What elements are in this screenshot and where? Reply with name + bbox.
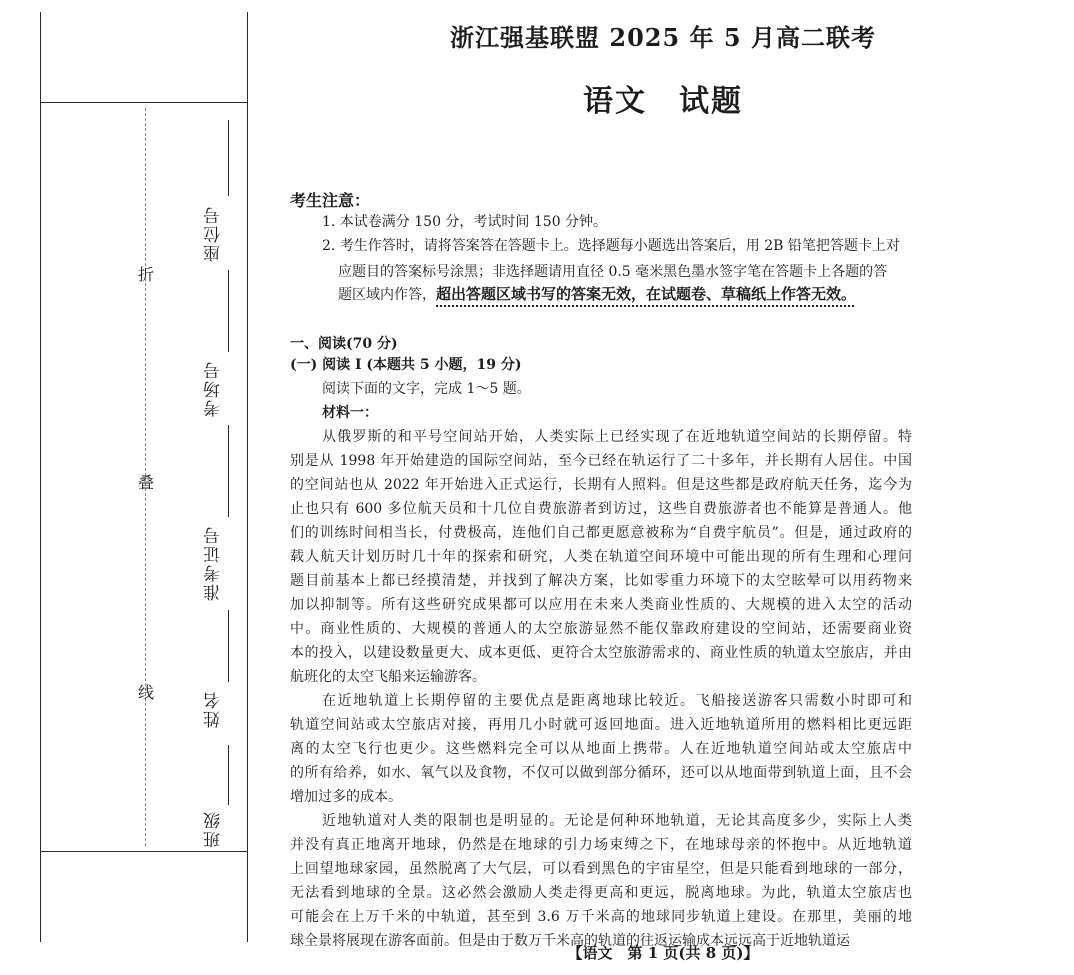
passage-line: 止也只有 600 多位航天员和十几位自费旅游者到访过，这些自费旅游者也不能算是普通人。他 — [290, 501, 912, 517]
margin-outer-line — [40, 12, 41, 942]
passage-line: 在近地轨道上长期停留的主要优点是距离地球比较近。飞船接送游客只需数小时即可和 — [322, 693, 912, 709]
seat-number-blank[interactable] — [228, 120, 229, 196]
fold-mark-zhe: 折 — [137, 265, 154, 284]
passage-line: 近地轨道对人类的限制也是明显的。无论是何种环地轨道，无论其高度多少，实际上人类 — [322, 813, 912, 829]
fold-mark-die: 叠 — [137, 473, 154, 492]
admission-number-blank[interactable] — [228, 425, 229, 517]
notice-emphasis: 超出答题区域书写的答案无效，在试题卷、草稿纸上作答无效。 — [436, 285, 857, 303]
passage-line: 中。商业性质的、大规模的普通人的太空旅游显然不能仅靠政府建设的空间站，还需要商业资 — [290, 621, 912, 637]
section-heading: 一、阅读(70 分) — [290, 336, 398, 352]
seat-number-label: 座位号 — [204, 205, 224, 262]
passage-line: 航班化的太空飞船来运输游客。 — [290, 669, 486, 685]
subject-title: 语文 试题 — [583, 84, 743, 119]
passage-line: 球全景将展现在游客面前。但是由于数万千米高的轨道的往返运输成本远远高于近地轨道运 — [290, 933, 850, 949]
fold-mark-xian: 线 — [137, 683, 154, 702]
margin-top-rule — [40, 102, 248, 103]
reading-subheading: (一) 阅读 Ⅰ (本题共 5 小题，19 分) — [290, 357, 522, 373]
page-footer: 【语文 第 1 页(共 8 页)】 — [567, 944, 759, 962]
name-blank[interactable] — [228, 610, 229, 682]
material-label: 材料一： — [322, 405, 378, 421]
passage-line: 载人航天计划历时几十年的探索和研究，人类在轨道空间环境中可能出现的所有生理和心理问 — [290, 549, 912, 565]
reading-instruction: 阅读下面的文字，完成 1～5 题。 — [322, 381, 531, 397]
passage-line: 离的太空飞行也更少。这些燃料完全可以从地面上携带。人在近地轨道空间站或太空旅店中 — [290, 741, 912, 757]
exam-title: 浙江强基联盟 2025 年 5 月高二联考 — [450, 23, 876, 52]
passage-line: 从俄罗斯的和平号空间站开始，人类实际上已经实现了在近地轨道空间站的长期停留。特 — [322, 429, 912, 445]
notice-item-2-cont: 应题目的答案标号涂黑；非选择题请用直径 0.5 毫米黑色墨水签字笔在答题卡上各题的答 — [338, 264, 888, 280]
margin-inner-line — [247, 12, 248, 942]
passage-line: 题目前基本上都已经摸清楚，并找到了解决方案，比如零重力环境下的太空眩晕可以用药物来 — [290, 573, 912, 589]
margin-bottom-rule — [40, 851, 248, 852]
name-label: 姓名 — [204, 690, 224, 728]
passage-line: 无法看到地球的全景。这必然会激励人类走得更高和更远，脱离地球。为此，轨道太空旅店也 — [290, 885, 912, 901]
passage-line: 可能会在上万千米的中轨道，甚至到 3.6 万千米高的地球同步轨道上建设。在那里，美丽的地 — [290, 909, 912, 925]
notice-heading: 考生注意： — [290, 191, 371, 210]
class-label: 班级 — [204, 810, 224, 848]
passage-line: 并没有真正地离开地球，仍然是在地球的引力场束缚之下，在地球母亲的怀抱中。从近地轨道 — [290, 837, 912, 853]
notice-item-1: 1. 本试卷满分 150 分，考试时间 150 分钟。 — [322, 214, 608, 230]
passage-line: 的空间站也从 2022 年开始进入正式运行，长期有人照料。但是这些都是政府航天任务，迄今为 — [290, 477, 912, 493]
passage-line: 增加过多的成本。 — [290, 789, 402, 805]
passage-line: 轨道空间站或太空旅店对接，再用几小时就可返回地面。进入近地轨道所用的燃料相比更远距 — [290, 717, 912, 733]
passage-line: 加以抑制等。所有这些研究成果都可以应用在未来人类商业性质的、大规模的进入太空的活动 — [290, 597, 912, 613]
exam-room-blank[interactable] — [228, 270, 229, 352]
notice-item-2-end — [338, 283, 856, 304]
passage-line: 上回望地球家园，虽然脱离了大气层，可以看到黑色的宇宙星空，但是只能看到地球的一部分， — [290, 861, 912, 877]
notice-plain-text: 题区域内作答， — [338, 287, 436, 303]
passage-line: 别是从 1998 年开始建造的国际空间站，至今已经在轨运行了二十多年，并长期有人居住。中国 — [290, 453, 912, 469]
class-blank[interactable] — [228, 745, 229, 805]
notice-item-2: 2. 考生作答时，请将答案答在答题卡上。选择题每小题选出答案后，用 2B 铅笔把答题卡上对 — [322, 238, 900, 254]
passage-line: 的所有给养，如水、氧气以及食物，不仅可以做到部分循环，还可以从地面带到轨道上面，且不会 — [290, 765, 912, 781]
exam-paper — [268, 0, 1058, 975]
admission-number-label: 准考证号 — [204, 525, 224, 601]
passage-line: 本的投入，以建设数量更大、成本更低、更符合太空旅游需求的、商业性质的轨道太空旅店，并由 — [290, 645, 912, 661]
exam-room-label: 考场号 — [204, 360, 224, 417]
passage-line: 们的训练时间相当长，付费极高，连他们自己都更愿意被称为“自费宇航员”。但是，通过政府的 — [290, 525, 912, 541]
